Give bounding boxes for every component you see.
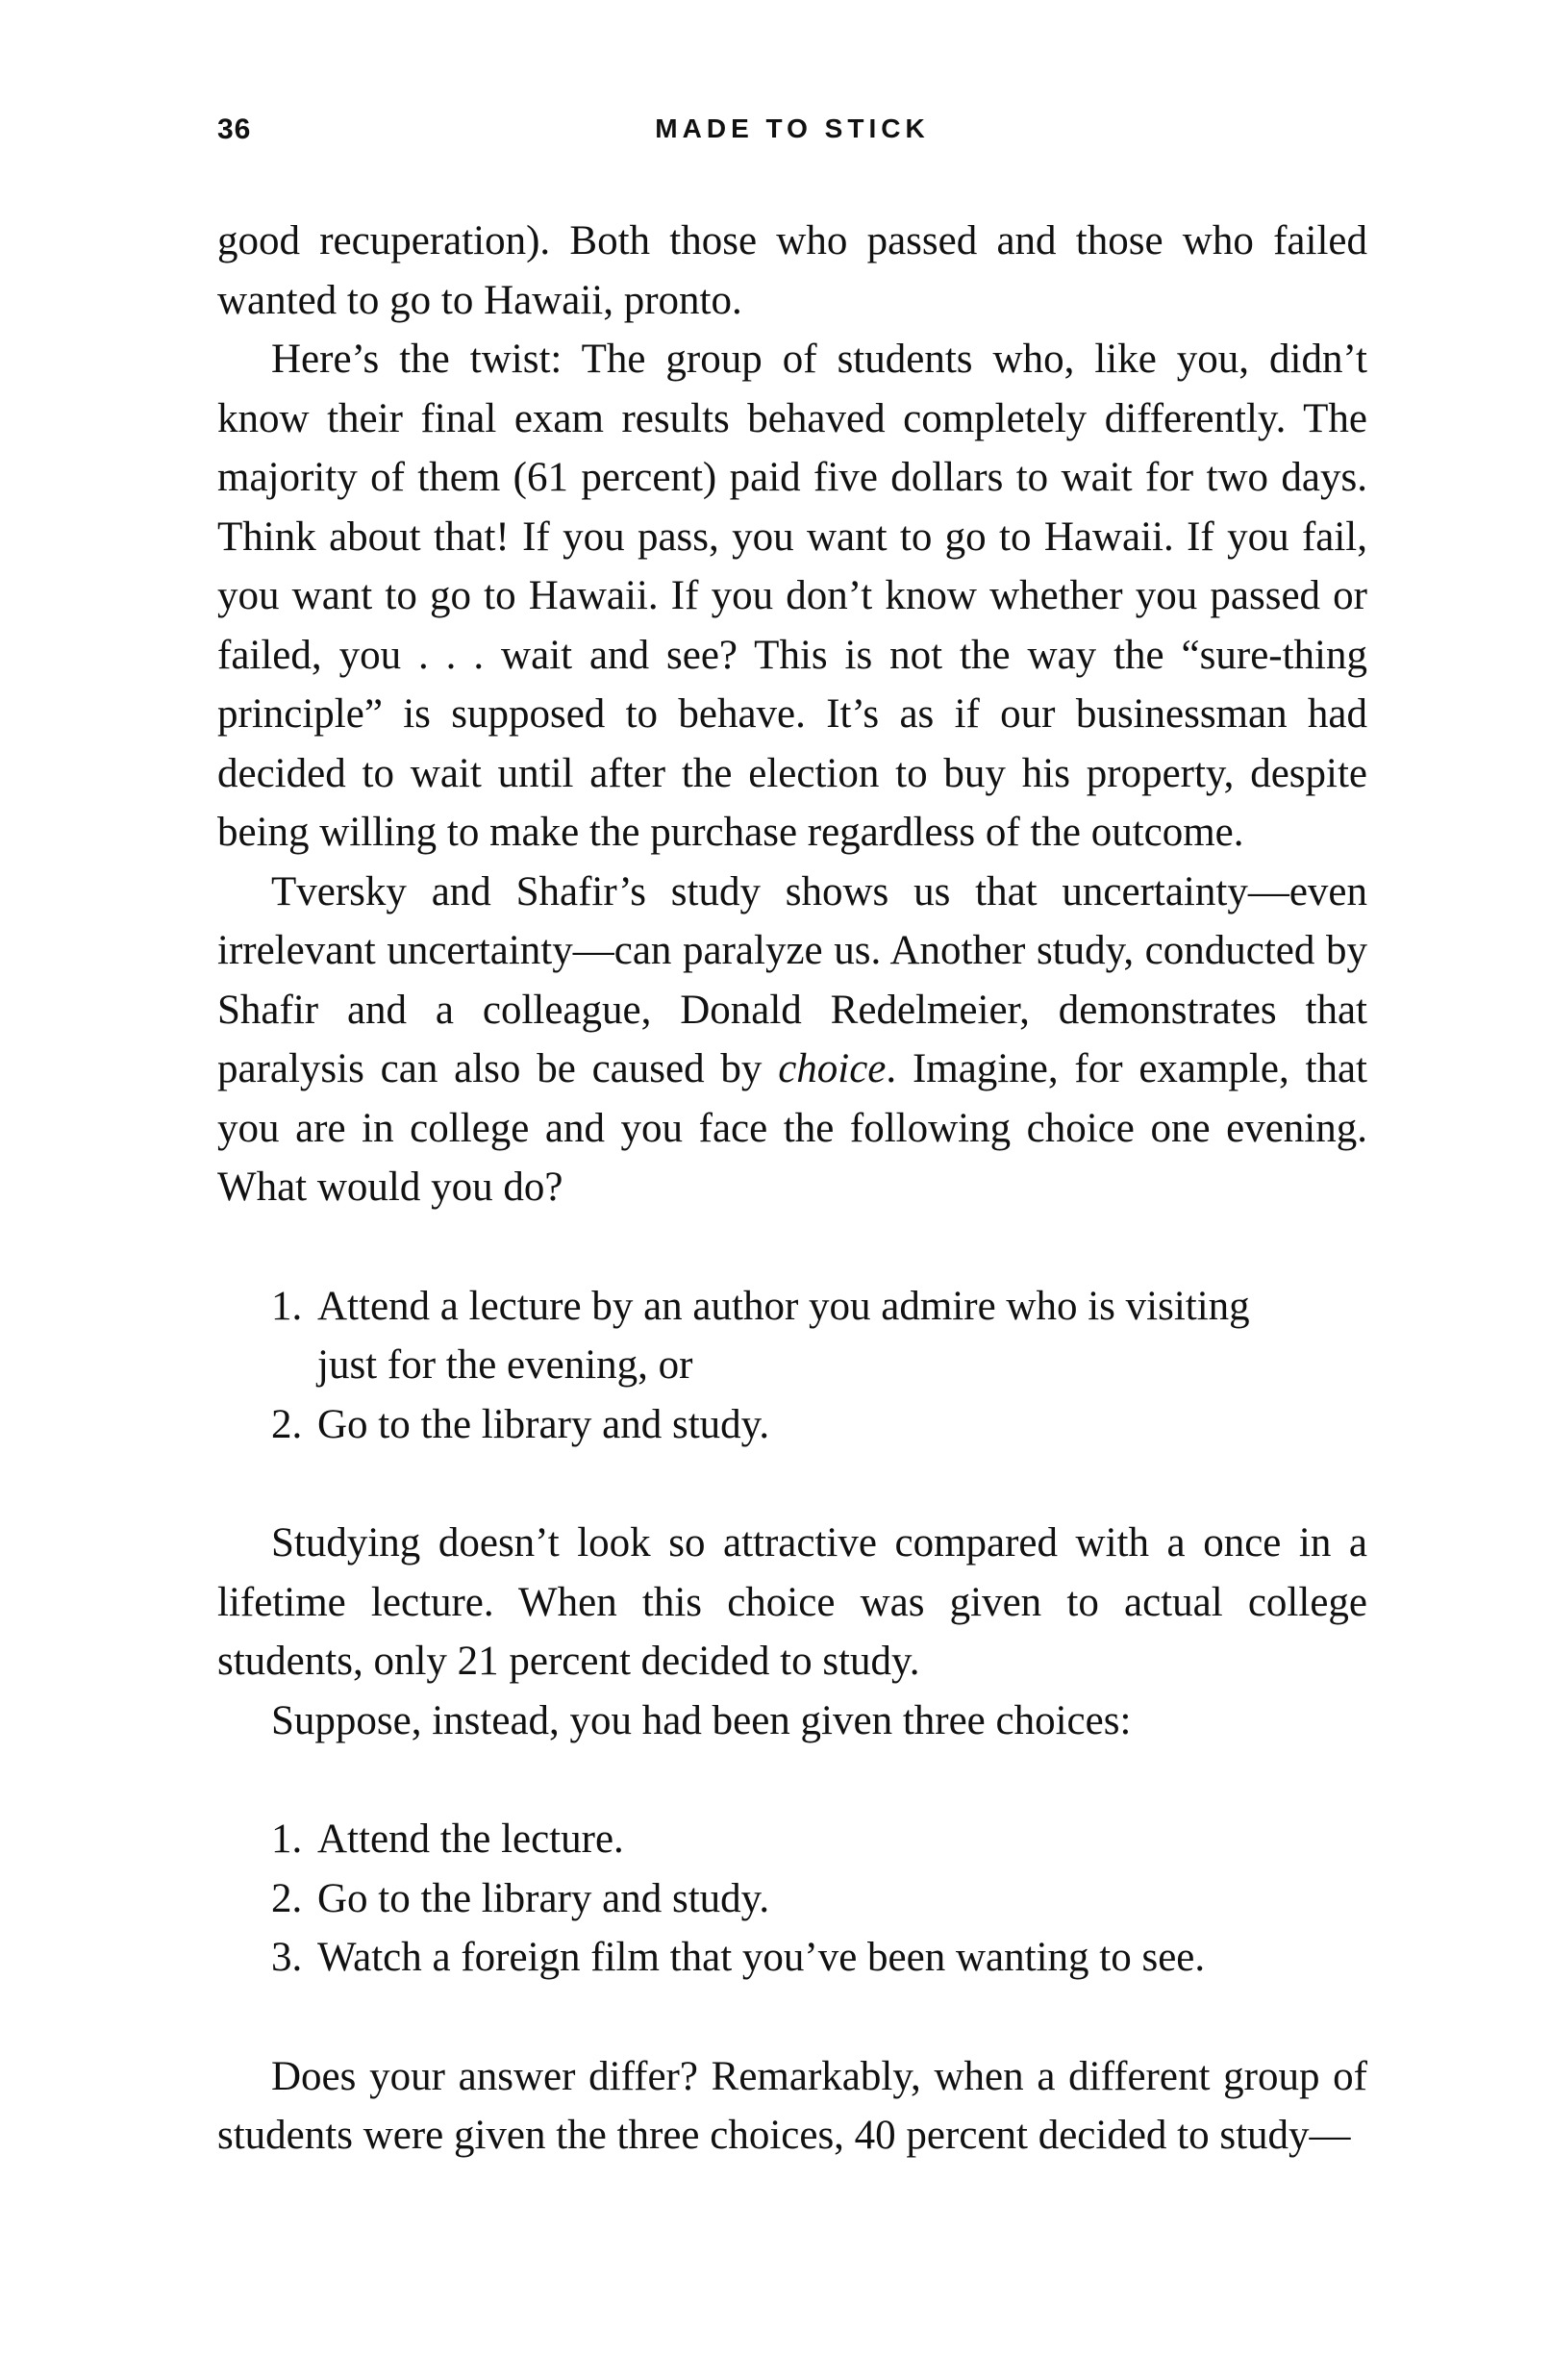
list-item-text: Go to the library and study. bbox=[317, 1875, 770, 1921]
running-head bbox=[217, 113, 1367, 160]
paragraph-uncertainty-text: Tversky and Shafir’s study shows us that uncertainty—even irrelevant uncertainty—can paralyze us. Another study, conducted by Shafir and a colleague, Donald Redelmeier, demonstrates that paralysis can also be caused by bbox=[217, 868, 1367, 1091]
list-item bbox=[271, 1928, 1271, 1988]
list-item bbox=[271, 1277, 1271, 1395]
paragraph-uncertainty-text-end: . Imagine, for example, that you are in college and you face the following choice one evening. What would you do? bbox=[217, 1046, 1367, 1210]
paragraph-uncertainty bbox=[217, 863, 1367, 1217]
list-item-text: Attend a lecture by an author you admire who is visiting just for the evening, or bbox=[317, 1283, 1250, 1388]
list-item bbox=[271, 1869, 1271, 1929]
body-text bbox=[217, 212, 1367, 2166]
list-item-number: 2. bbox=[271, 1401, 303, 1447]
spacer bbox=[217, 1217, 1367, 1277]
list-item-number: 1. bbox=[271, 1283, 303, 1329]
list-item-number: 1. bbox=[271, 1816, 303, 1862]
paragraph-answer-differ: Does your answer differ? Remarkably, when a different group of students were given the three choices, 40 percent decided to study— bbox=[217, 2053, 1367, 2158]
list-item bbox=[271, 1810, 1271, 1869]
three-choice-list bbox=[217, 1810, 1367, 1988]
paragraph-continued: good recuperation). Both those who passed and those who failed wanted to go to Hawaii, pronto. bbox=[217, 218, 1367, 323]
paragraph-studying: Studying doesn’t look so attractive compared with a once in a lifetime lecture. When this choice was given to actual college students, only 21 percent decided to study. bbox=[217, 1520, 1367, 1684]
spacer bbox=[217, 1454, 1367, 1514]
spacer bbox=[217, 1750, 1367, 1810]
list-item-text: Watch a foreign film that you’ve been wanting to see. bbox=[317, 1935, 1206, 1980]
list-item bbox=[271, 1395, 1271, 1455]
two-choice-list bbox=[217, 1277, 1367, 1455]
page-number: 36 bbox=[217, 113, 252, 145]
spacer bbox=[217, 1988, 1367, 2047]
list-item-text: Attend the lecture. bbox=[317, 1816, 624, 1862]
list-item-text: Go to the library and study. bbox=[317, 1401, 770, 1447]
emphasis-choice: choice bbox=[778, 1046, 887, 1091]
book-title: MADE TO STICK bbox=[655, 113, 930, 143]
list-item-number: 2. bbox=[271, 1875, 303, 1921]
paragraph-suppose: Suppose, instead, you had been given three choices: bbox=[271, 1697, 1132, 1743]
list-item-number: 3. bbox=[271, 1935, 303, 1980]
paragraph-twist: Here’s the twist: The group of students who, like you, didn’t know their final exam results behaved completely differently. The majority of them (61 percent) paid five dollars to wait for two days. Think about that! If you pass, you want to go to Hawaii. If you fail, you want to go to Hawaii. If you don’t know whether you passed or failed, you . . . wait and see? This is not the way the “sure-thing principle” is supposed to behave. It’s as if our businessman had decided to wait until after the election to buy his property, despite being willing to make the purchase regardless of the outcome. bbox=[217, 337, 1367, 855]
